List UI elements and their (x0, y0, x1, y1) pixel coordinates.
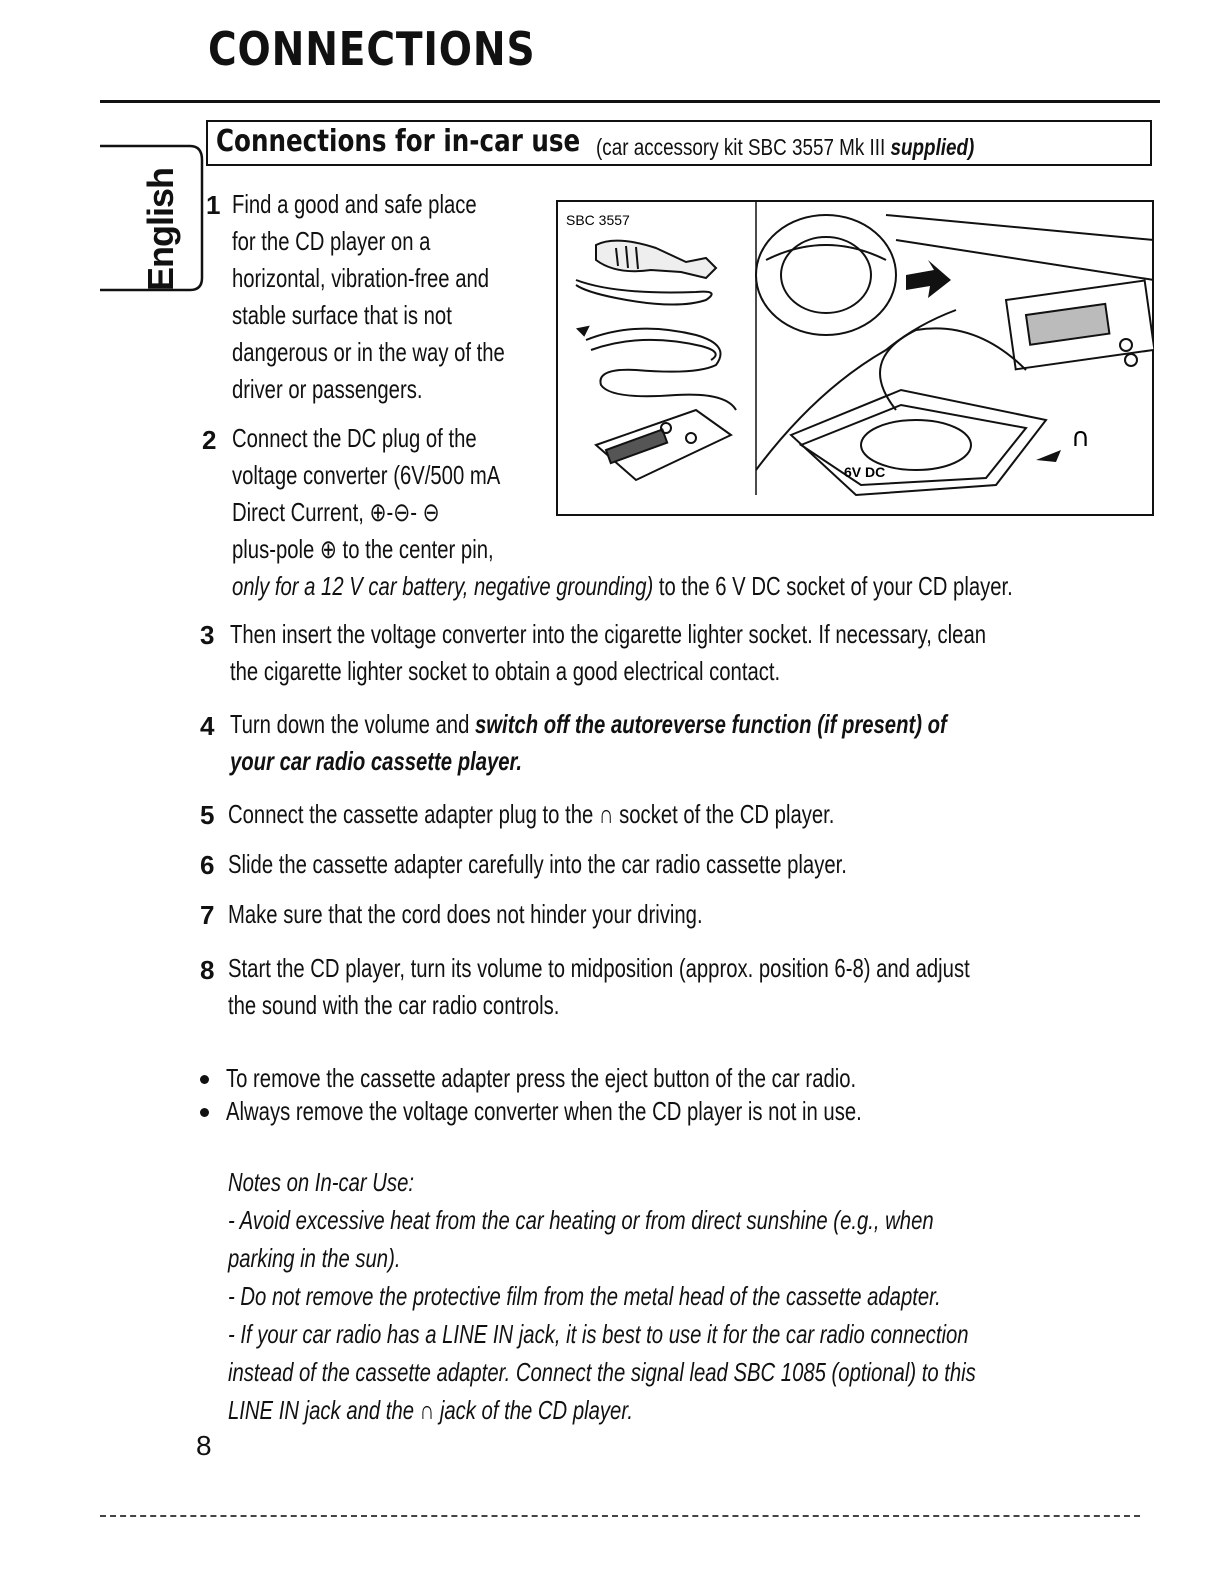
step-number: 1 (206, 190, 221, 220)
headphone-icon: ∩ (1071, 423, 1091, 453)
headphone-socket-arrow-icon (1036, 450, 1061, 462)
step-4-plain: Turn down the volume and (230, 709, 476, 739)
footer-rule (100, 1515, 1140, 1517)
step-4-emphasis: switch off the autoreverse function (if present) of (475, 709, 947, 739)
section-subtitle-prefix: (car accessory kit SBC 3557 Mk III (596, 134, 891, 160)
step-number: 5 (200, 800, 215, 830)
step-line: Connect the cassette adapter plug to the ∩ socket of the CD player. (228, 799, 835, 829)
step-line: Connect the DC plug of the (232, 423, 477, 453)
step-line: driver or passengers. (232, 374, 423, 404)
step-number: 4 (200, 711, 215, 741)
step-line: Make sure that the cord does not hinder your driving. (228, 899, 703, 929)
notes-heading: Notes on In-car Use: (228, 1167, 414, 1197)
step-line: Direct Current, ⊕-⊖- ⊖ (232, 497, 440, 527)
step-1-text (232, 186, 505, 408)
notes-line: parking in the sun). (228, 1243, 401, 1273)
notes-line: - Do not remove the protective film from the metal head of the cassette adapter. (228, 1281, 941, 1311)
step-4-text (230, 706, 947, 780)
steering-wheel-icon (756, 215, 896, 335)
step-5-text (228, 796, 834, 833)
notes-line: - If your car radio has a LINE IN jack, it is best to use it for the car radio connection (228, 1319, 969, 1349)
language-tab-label: English (140, 168, 181, 292)
notes-line: - Avoid excessive heat from the car heating or from direct sunshine (e.g., when (228, 1205, 934, 1235)
bullet-dot (200, 1075, 209, 1084)
step-6-text (228, 846, 847, 883)
step-line: stable surface that is not (232, 300, 452, 330)
illustration-kit-label: SBC 3557 (566, 212, 630, 228)
step-line: dangerous or in the way of the (232, 337, 505, 367)
step-3-text (230, 616, 986, 690)
step-line: horizontal, vibration-free and (232, 263, 490, 293)
step-line: the sound with the car radio controls. (228, 990, 560, 1020)
section-subtitle-supplied: supplied) (890, 134, 975, 160)
step-8-text (228, 950, 970, 1024)
page-title: CONNECTIONS (208, 22, 536, 76)
bullet-dot (200, 1108, 209, 1117)
page-number: 8 (196, 1430, 212, 1461)
bullet-item: Always remove the voltage converter when the CD player is not in use. (226, 1096, 862, 1126)
step-number: 6 (200, 850, 215, 880)
step-line: the cigarette lighter socket to obtain a good electrical contact. (230, 656, 781, 686)
notes-line: LINE IN jack and the ∩ jack of the CD player. (228, 1395, 633, 1425)
step-line: your car radio cassette player. (230, 746, 522, 776)
step-line (232, 568, 1013, 605)
step-2-text (232, 420, 1013, 605)
step-line: Find a good and safe place (232, 189, 477, 219)
step-line: Slide the cassette adapter carefully into the car radio cassette player. (228, 849, 847, 879)
step-line (230, 706, 947, 743)
illustration-dc-label: 6V DC (844, 464, 886, 480)
step-number: 7 (200, 900, 215, 930)
step-2-italic: only for a 12 V car battery, negative grounding) (232, 571, 654, 601)
section-subtitle (596, 134, 974, 161)
step-line: Start the CD player, turn its volume to midposition (approx. position 6-8) and adjust (228, 953, 970, 983)
cassette-adapter-cord-icon (578, 327, 736, 410)
insert-arrow-icon (906, 260, 951, 298)
step-line: for the CD player on a (232, 226, 431, 256)
step-line: voltage converter (6V/500 mA (232, 460, 501, 490)
step-number: 3 (200, 620, 215, 650)
car-radio-icon (886, 215, 1154, 369)
header-rule (100, 100, 1160, 103)
voltage-converter-icon (576, 241, 716, 305)
section-title: Connections for in-car use (216, 124, 581, 159)
step-number: 8 (200, 955, 215, 985)
notes-block (228, 1163, 976, 1429)
bullet-item: To remove the cassette adapter press the eject button of the car radio. (226, 1063, 857, 1093)
step-line: Then insert the voltage converter into the cigarette lighter socket. If necessary, clean (230, 619, 987, 649)
step-number: 2 (202, 425, 217, 455)
step-2-tail: to the 6 V DC socket of your CD player. (653, 571, 1013, 601)
notes-line: instead of the cassette adapter. Connect the signal lead SBC 1085 (optional) to this (228, 1357, 976, 1387)
step-7-text (228, 896, 703, 933)
step-line: plus-pole ⊕ to the center pin, (232, 534, 494, 564)
